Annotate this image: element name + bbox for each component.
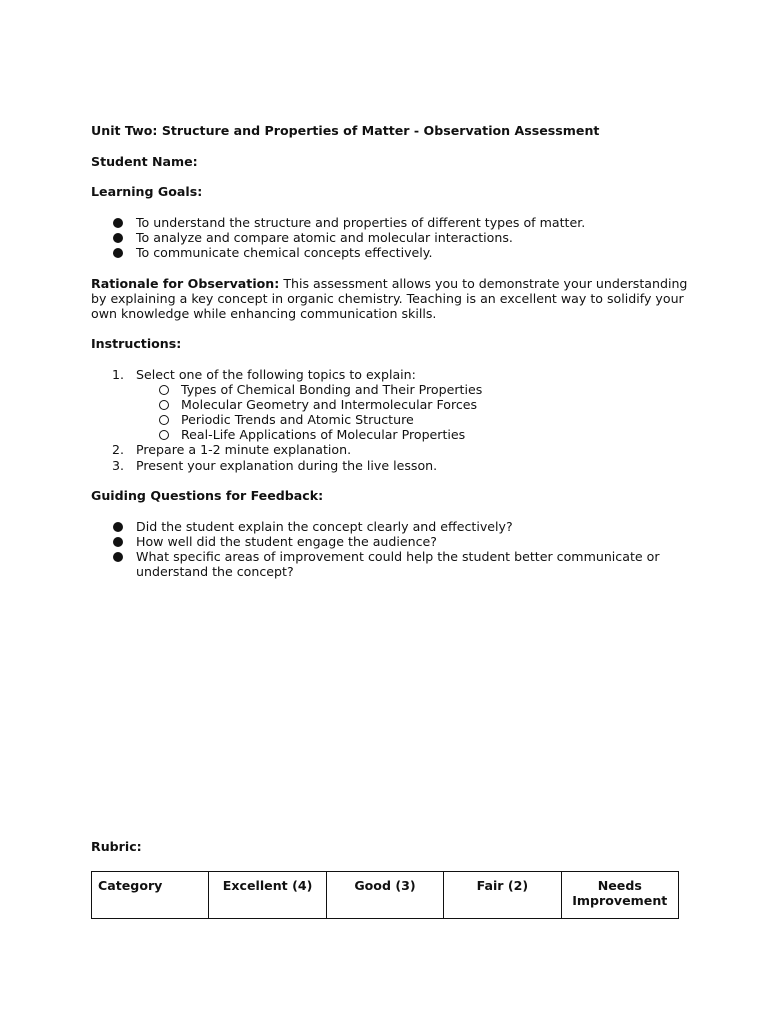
step-number: 3. [112,457,125,473]
rubric-header-needs-improvement: Needs Improvement [561,872,678,919]
instructions-list [91,367,691,473]
topic-text: Periodic Trends and Atomic Structure [181,412,414,428]
bullet-icon [113,537,123,547]
rubric-header-excellent: Excellent (4) [209,872,326,919]
list-item [136,427,691,442]
circle-bullet-icon [159,400,169,410]
circle-bullet-icon [159,385,169,395]
question-text: Did the student explain the concept clearly and effectively? [136,518,513,534]
rubric-header-fair: Fair (2) [444,872,561,919]
rubric-table [91,871,679,919]
goal-text: To analyze and compare atomic and molecular interactions. [136,229,513,245]
list-item [136,382,691,397]
question-text: What specific areas of improvement could help the student better communicate or understand the concept? [136,548,660,579]
list-item [91,230,691,245]
rubric-label: Rubric: [91,839,142,854]
learning-goals-list [91,215,691,260]
bullet-icon [113,218,123,228]
topic-list [136,382,691,442]
student-name-label: Student Name: [91,153,198,169]
list-item [136,412,691,427]
list-item [91,245,691,260]
topic-text: Molecular Geometry and Intermolecular Forces [181,397,478,413]
step-text: Present your explanation during the live lesson. [136,457,438,473]
list-item [91,519,691,534]
rubric-header-good: Good (3) [326,872,443,919]
step-text: Select one of the following topics to explain: [136,366,416,382]
rationale-paragraph [91,276,691,321]
circle-bullet-icon [159,415,169,425]
bullet-icon [113,552,123,562]
list-item [91,534,691,549]
step-number: 2. [112,442,125,458]
list-item [91,442,691,457]
list-item [136,397,691,412]
list-item [91,215,691,230]
guiding-questions-list [91,519,691,579]
bullet-icon [113,522,123,532]
goal-text: To understand the structure and properties of different types of matter. [136,214,586,230]
guiding-questions-heading: Guiding Questions for Feedback: [91,488,324,504]
circle-bullet-icon [159,430,169,440]
topic-text: Real-Life Applications of Molecular Properties [181,427,466,443]
topic-text: Types of Chemical Bonding and Their Properties [181,382,483,398]
question-text: How well did the student engage the audience? [136,533,437,549]
step-text: Prepare a 1-2 minute explanation. [136,442,352,458]
document-title: Unit Two: Structure and Properties of Matter - Observation Assessment [91,123,600,138]
learning-goals-heading: Learning Goals: [91,184,203,200]
bullet-icon [113,248,123,258]
table-row [92,872,679,919]
step-number: 1. [112,366,125,382]
rationale-text: This assessment allows you to demonstrate your understanding by explaining a key concept in organic chemistry. Teaching is an excellent way to solidify your own knowledge while enhancing communication skills. [91,275,688,321]
list-item [91,367,691,442]
bullet-icon [113,233,123,243]
list-item [91,549,691,579]
list-item [91,458,691,473]
rationale-label: Rationale for Observation: [91,275,280,291]
rubric-header-category: Category [92,872,209,919]
goal-text: To communicate chemical concepts effectively. [136,244,433,260]
document-body [91,123,691,595]
instructions-heading: Instructions: [91,336,182,352]
